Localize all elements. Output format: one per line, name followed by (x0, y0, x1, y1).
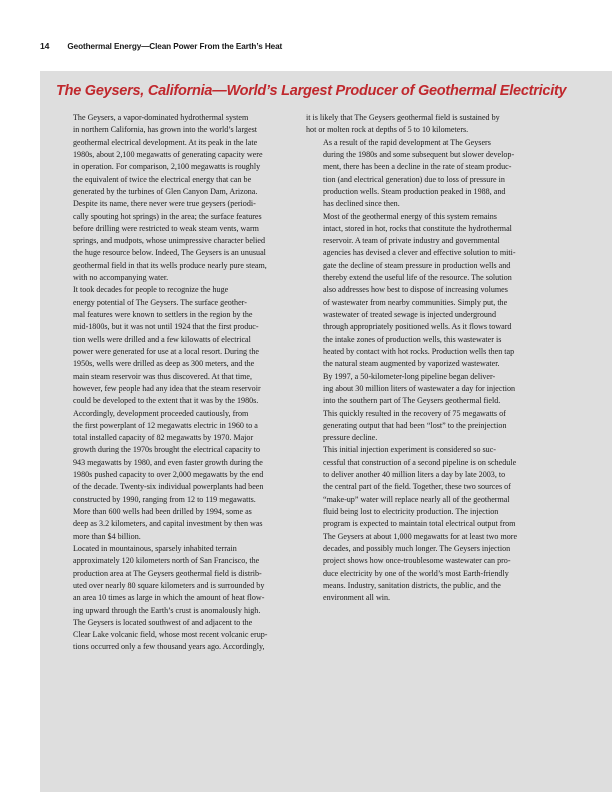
text-line: It took decades for people to recognize the huge (73, 285, 229, 295)
text-line: thereby extend the useful life of the resource. The solution (323, 273, 512, 283)
text-line: deep as 3.2 kilometers, and capital investment by then was (73, 519, 263, 529)
text-line: Located in mountainous, sparsely inhabited terrain (73, 543, 237, 553)
text-line: fluid being lost to electricity production. The injection (323, 507, 499, 516)
text-line: before drilling were restricted to weak steam vents, warm (73, 223, 259, 233)
text-line: This initial injection experiment is considered so suc- (323, 445, 496, 455)
page-number: 14 (40, 41, 50, 51)
paragraph (56, 284, 297, 543)
text-line: in operation. For comparison, 2,100 megawatts is roughly (73, 162, 261, 172)
text-line: means. Industry, sanitation districts, the public, and the (323, 580, 501, 590)
text-line: uted over nearly 80 square kilometers and is surrounded by (73, 580, 265, 590)
text-line: decades, and possibly much longer. The Geysers injection (323, 543, 511, 553)
text-line: gate the decline of steam pressure in production wells and (323, 260, 511, 270)
text-line: The Geysers, a vapor-dominated hydrothermal system (73, 113, 249, 122)
text-line: during the 1980s and some subsequent but slower develop- (323, 149, 515, 159)
article-title: The Geysers, California—World’s Largest Producer of Geothermal Electricity (56, 83, 567, 99)
text-line: The Geysers is located southwest of and adjacent to the (73, 617, 253, 627)
text-line: cally spouting hot springs) in the area; the surface features (73, 211, 262, 221)
text-line: wastewater of treated sewage is injected underground (323, 310, 497, 319)
text-line: cessful that construction of a second pipeline is on schedule (323, 457, 517, 467)
paragraph (306, 444, 547, 604)
text-line: into the southern part of The Geysers geothermal field. (323, 396, 501, 406)
paragraph (306, 137, 547, 211)
text-line: of wastewater from nearby communities. Simply put, the (323, 297, 508, 307)
text-line: Despite its name, there never were true geysers (periodi- (73, 199, 256, 209)
text-line: heated by contact with hot rocks. Production wells then tap (323, 346, 515, 356)
text-line: geothermal field in that its wells produce nearly pure steam, (73, 260, 267, 270)
text-line: to deliver another 40 million liters a day by late 2003, to (323, 470, 506, 480)
text-line: tion wells were drilled and a few kilowatts of electrical (73, 334, 251, 344)
text-line: tions occurred only a few thousand years ago. Accordingly, (73, 642, 265, 652)
text-line: pressure decline. (323, 433, 378, 443)
text-line: agencies has devised a clever and effective solution to miti- (323, 248, 516, 258)
text-line: This quickly resulted in the recovery of 75 megawatts of (323, 408, 506, 418)
text-line: generating output that had been “lost” to the preinjection (323, 420, 507, 430)
text-line: an area 10 times as large in which the amount of heat flow- (73, 593, 265, 603)
paragraph (56, 543, 297, 654)
text-line: generated by the turbines of Glen Canyon Dam, Arizona. (73, 186, 258, 196)
text-line: through appropriately positioned wells. As it flows toward (323, 322, 512, 332)
text-line: hot or molten rock at depths of 5 to 10 kilometers. (306, 125, 469, 135)
text-line: The Geysers at about 1,000 megawatts for at least two more (323, 531, 518, 541)
text-line: intact, stored in hot, rocks that constitute the hydrothermal (323, 223, 512, 233)
text-line: program is expected to maintain total electrical output from (323, 519, 516, 529)
text-line: duce electricity by one of the world’s most Earth-friendly (323, 568, 509, 578)
text-line: the central part of the field. Together, these two sources of (323, 482, 511, 492)
paragraph (306, 211, 547, 371)
text-line: growth during the 1970s brought the electrical capacity to (73, 445, 261, 455)
text-line: power were generated for use at a local resort. During the (73, 346, 259, 356)
right-column (306, 112, 547, 605)
text-line: however, few people had any idea that the steam reservoir (73, 383, 261, 393)
text-line: the natural steam augmented by vaporized wastewater. (323, 359, 500, 369)
text-line: could be developed to the extent that it was by the 1980s. (73, 396, 259, 406)
text-line: the intake zones of production wells, this wastewater is (323, 334, 502, 344)
text-line: Clear Lake volcanic field, whose most recent volcanic erup- (73, 630, 268, 640)
text-line: 943 megawatts by 1980, and even faster growth during the (73, 457, 263, 467)
text-line: 1980s, about 2,100 megawatts of generating capacity were (73, 149, 263, 159)
text-line: ment, there has been a decline in the rate of steam produc- (323, 162, 512, 172)
text-line: As a result of the rapid development at The Geysers (323, 137, 491, 147)
text-line: constructed by 1990, ranging from 12 to 119 megawatts. (73, 494, 256, 504)
text-line: mal features were known to settlers in the region by the (73, 310, 253, 319)
running-header (40, 41, 282, 55)
text-line: geothermal electrical development. At its peak in the late (73, 137, 258, 147)
text-line: more than $4 billion. (73, 531, 141, 541)
text-line: springs, and mudpots, whose unimpressive character belied (73, 236, 266, 246)
text-line: total installed capacity of 82 megawatts by 1970. Major (73, 433, 254, 443)
text-line: has declined since then. (323, 199, 400, 209)
text-line: “make-up” water will replace nearly all of the geothermal (323, 494, 510, 504)
text-line: in northern California, has grown into the world’s largest (73, 125, 258, 135)
text-line: it is likely that The Geysers geothermal field is sustained by (306, 113, 500, 122)
text-line: 1950s, wells were drilled as deep as 300 meters, and the (73, 359, 255, 369)
paragraph (56, 112, 297, 284)
text-line: environment all win. (323, 593, 391, 603)
text-line: main steam reservoir was thus discovered. At that time, (73, 371, 253, 381)
text-line: also addresses how best to dispose of increasing volumes (323, 285, 508, 295)
text-line: approximately 120 kilometers north of San Francisco, the (73, 556, 260, 566)
text-line: the equivalent of twice the electrical energy that can be (73, 174, 252, 184)
paragraph (306, 112, 547, 137)
text-line: Accordingly, development proceeded cautiously, from (73, 408, 249, 418)
paragraph (306, 371, 547, 445)
text-line: project shows how once-troublesome wastewater can pro- (323, 556, 511, 566)
text-line: production area at The Geysers geothermal field is distrib- (73, 568, 262, 578)
text-line: reservoir. A team of private industry and governmental (323, 236, 500, 246)
text-line: ing about 30 million liters of wastewater a day for injection (323, 383, 516, 393)
text-line: the first powerplant of 12 megawatts electric in 1960 to a (73, 420, 258, 430)
left-column (56, 112, 297, 654)
text-line: of the decade. Twenty-six individual powerplants had been (73, 482, 264, 492)
text-line: energy potential of The Geysers. The surface geother- (73, 297, 247, 307)
text-line: production wells. Steam production peaked in 1988, and (323, 186, 506, 196)
text-line: mid-1800s, but it was not until 1924 that the first produc- (73, 322, 259, 332)
text-line: the huge resource below. Indeed, The Geysers is an unusual (73, 248, 266, 258)
text-line: ing upward through the Earth’s crust is anomalously high. (73, 605, 261, 615)
text-line: Most of the geothermal energy of this system remains (323, 211, 497, 221)
text-line: 1980s pushed capacity to over 2,000 megawatts by the end (73, 470, 264, 480)
text-line: with no accompanying water. (73, 273, 169, 283)
running-title: Geothermal Energy—Clean Power From the Earth’s Heat (67, 42, 283, 51)
text-line: tion (and electrical generation) due to loss of pressure in (323, 174, 505, 184)
text-line: By 1997, a 50-kilometer-long pipeline began deliver- (323, 371, 496, 381)
text-line: More than 600 wells had been drilled by 1994, some as (73, 507, 252, 516)
